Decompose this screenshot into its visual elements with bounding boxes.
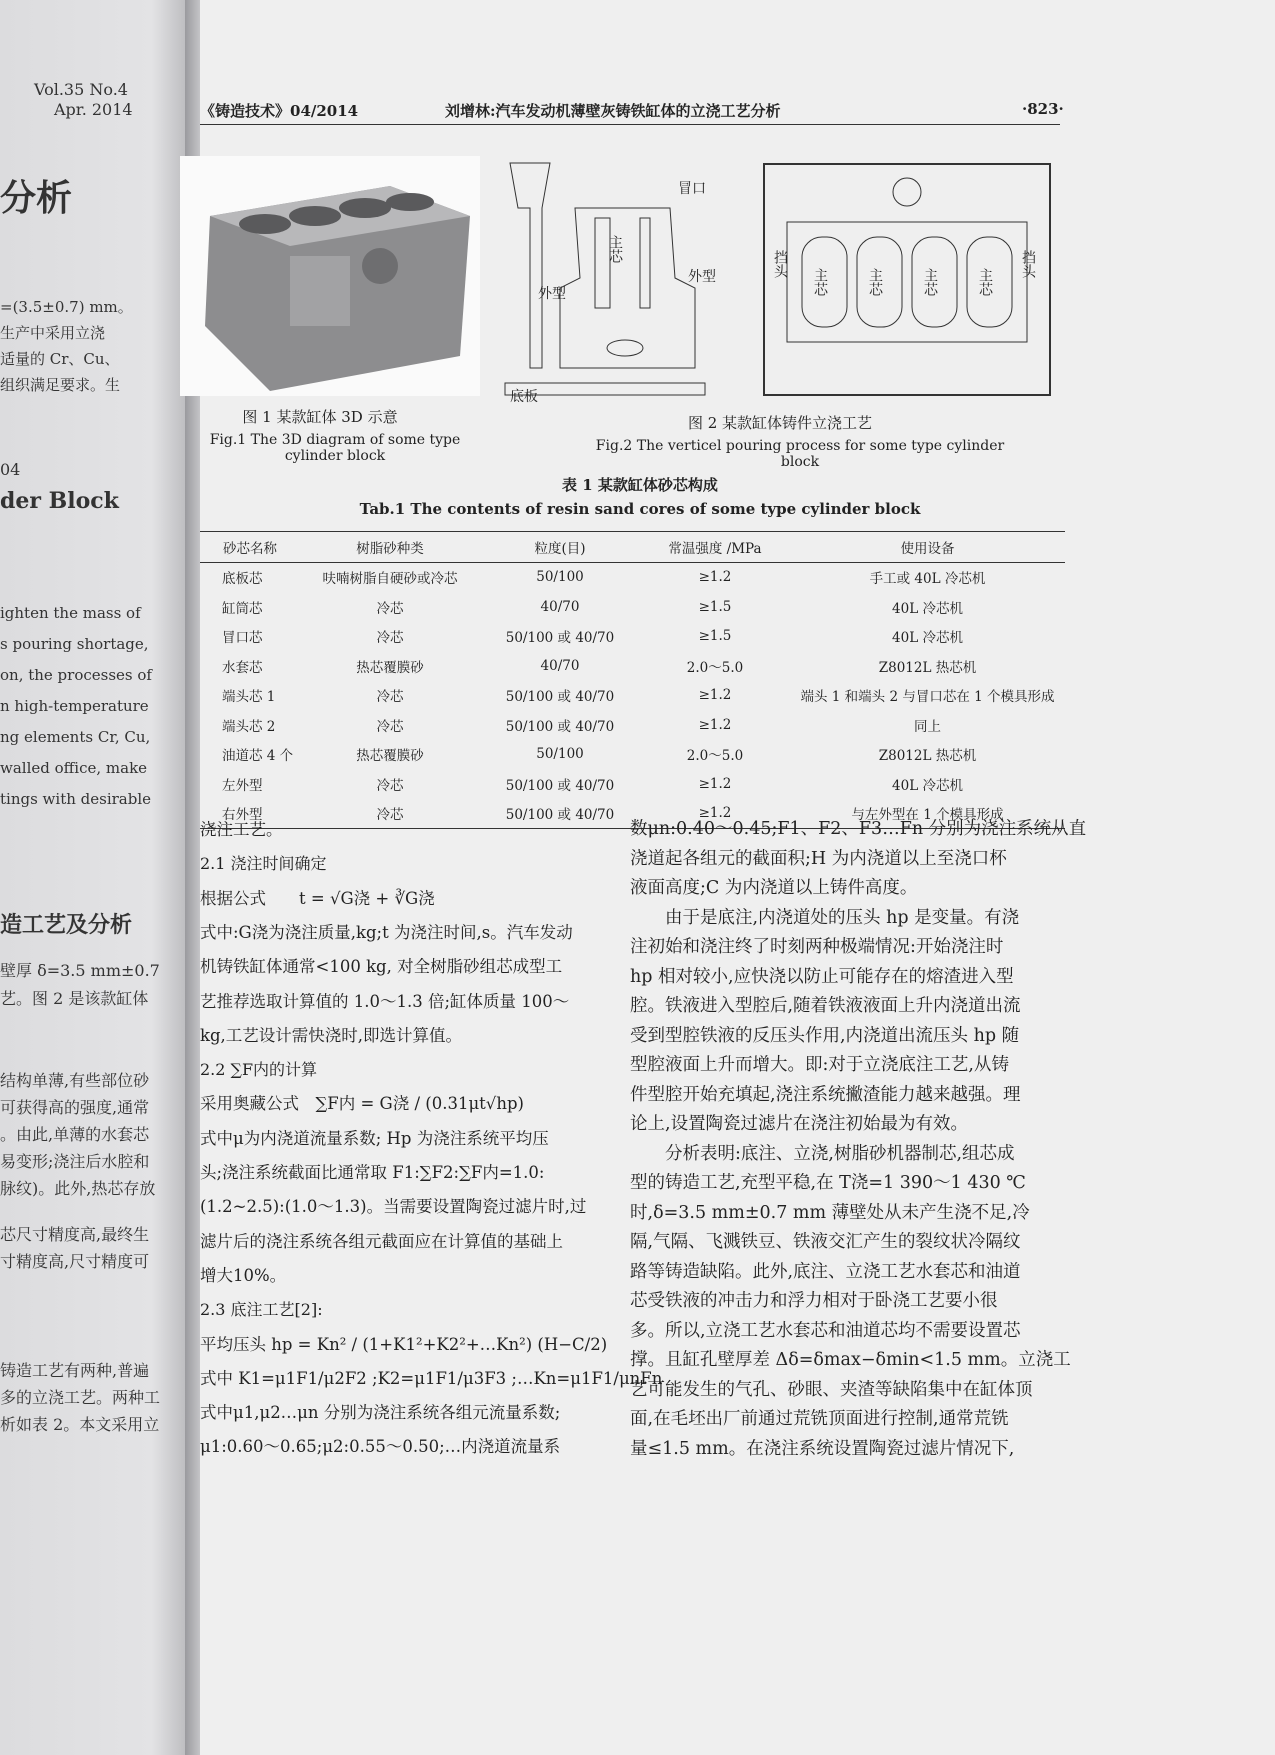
table-cell: 端头芯 1 <box>222 689 276 706</box>
facing-page-line: 壁厚 δ=3.5 mm±0.7 <box>0 961 160 980</box>
vertical-pouring-plan-view <box>762 162 1052 397</box>
table-cell: ≥1.2 <box>698 775 732 792</box>
facing-page-line: 芯尺寸精度高,最终生 <box>0 1225 150 1244</box>
table-cell: ≥1.2 <box>698 716 732 733</box>
body-text-right-line: 多。所以,立浇工艺水套芯和油道芯均不需要设置芯 <box>630 1320 1021 1341</box>
body-text-left-line: 滤片后的浇注系统各组元截面应在计算值的基础上 <box>200 1231 563 1251</box>
table-cell: ≥1.5 <box>698 628 732 645</box>
table-cell: 50/100 或 40/70 <box>505 777 615 794</box>
body-text-right-line: 撑。且缸孔壁厚差 Δδ=δmax−δmin<1.5 mm。立浇工 <box>630 1350 1071 1370</box>
facing-page-line: 脉纹)。此外,热芯存放 <box>0 1179 156 1198</box>
table-cell: 同上 <box>914 718 941 735</box>
body-text-right-line: 隔,气隔、飞溅铁豆、铁液交汇产生的裂纹状冷隔纹 <box>630 1232 1021 1252</box>
table-cell: 冷芯 <box>376 630 404 647</box>
body-text-right-line: 面,在毛坯出厂前通过荒铣顶面进行控制,通常荒铣 <box>630 1409 1009 1429</box>
body-text-left-line: kg,工艺设计需快浇时,即选计算值。 <box>200 1025 463 1045</box>
facing-page-line: 结构单薄,有些部位砂 <box>0 1071 150 1090</box>
body-text-right-line: 浇道起各组元的截面积;H 为内浇道以上至浇口杯 <box>630 848 1007 869</box>
body-text-right-line: 分析表明:底注、立浇,树脂砂机器制芯,组芯成 <box>630 1143 1015 1164</box>
column-header: 使用设备 <box>900 540 955 557</box>
table-cell: 50/100 或 40/70 <box>505 718 615 735</box>
label-core-2: 主芯 <box>867 268 883 296</box>
fig2-caption-en: Fig.2 The verticel pouring process for some type cylinder block <box>595 438 1005 470</box>
facing-page-line: n high-temperature <box>0 697 149 715</box>
body-text-left-line: 2.3 底注工艺[2]: <box>200 1300 323 1320</box>
body-text-right-line: 件型腔开始充填起,浇注系统撇渣能力越来越强。理 <box>630 1084 1021 1105</box>
body-text-right-line: 腔。铁液进入型腔后,随着铁液液面上升内浇道出流 <box>630 996 1021 1016</box>
table-row <box>200 651 1065 681</box>
table-cell: 冷芯 <box>376 807 404 824</box>
facing-page-line: ng elements Cr, Cu, <box>0 728 151 746</box>
table-cell: 50/100 <box>536 569 584 586</box>
table-cell: 2.0～5.0 <box>686 748 744 765</box>
label-riser: 冒口 <box>678 181 706 197</box>
label-outer-left: 外型 <box>538 286 566 302</box>
table-cell: 40/70 <box>540 657 580 674</box>
table-cell: ≥1.2 <box>698 805 732 822</box>
table-cell: 50/100 或 40/70 <box>505 630 615 647</box>
body-text-right-line: 时,δ=3.5 mm±0.7 mm 薄壁处从未产生浇不足,冷 <box>630 1202 1030 1223</box>
facing-page-line: 适量的 Cr、Cu、 <box>0 350 120 368</box>
body-text-left-line: 式中μ为内浇道流量系数; Hp 为浇注系统平均压 <box>200 1128 549 1148</box>
table-cell: 热芯覆膜砂 <box>356 748 424 765</box>
facing-page-line: s pouring shortage, <box>0 635 149 653</box>
table-cell: 呋喃树脂自硬砂或冷芯 <box>322 571 458 588</box>
body-text-left-line: 机铸铁缸体通常<100 kg, 对全树脂砂组芯成型工 <box>200 957 563 977</box>
facing-page-line: tings with desirable <box>0 790 152 808</box>
facing-page-line: 生产中采用立浇 <box>0 324 106 342</box>
table-row <box>200 592 1065 622</box>
body-text-right-line: 路等铸造缺陷。此外,底注、立浇工艺水套芯和油道 <box>630 1261 1021 1282</box>
table-cell: 40/70 <box>540 598 580 615</box>
column-header: 树脂砂种类 <box>356 540 424 557</box>
body-text-right-line: 论上,设置陶瓷过滤片在浇注初始最为有效。 <box>630 1114 969 1134</box>
facing-page-line: 铸造工艺有两种,普遍 <box>0 1361 150 1380</box>
fig1-caption-cn: 图 1 某款缸体 3D 示意 <box>242 408 398 426</box>
table-cell: 冷芯 <box>376 777 404 794</box>
facing-page-line: 析如表 2。本文采用立 <box>0 1415 160 1434</box>
facing-page-line: ighten the mass of <box>0 604 141 622</box>
resin-sand-core-table <box>200 531 1065 829</box>
body-text-right-line: 由于是底注,内浇道处的压头 hp 是变量。有浇 <box>630 907 1020 928</box>
facing-page-line: 可获得高的强度,通常 <box>0 1098 150 1117</box>
facing-page-line: 组织满足要求。生 <box>0 376 121 394</box>
facing-page-line: walled office, make <box>0 759 148 777</box>
table-cell: 端头 1 和端头 2 与冒口芯在 1 个模具形成 <box>800 689 1055 706</box>
body-text-right-line: 数μn:0.40～0.45;F1、F2、F3…Fn 分别为浇注系统从直 <box>630 819 1087 839</box>
facing-page-line: 寸精度高,尺寸精度可 <box>0 1252 150 1271</box>
table-cell: 50/100 <box>536 746 584 763</box>
body-text-right-line: 芯受铁液的冲击力和浮力相对于卧浇工艺要小很 <box>630 1291 998 1311</box>
body-text-left-line: 采用奥藏公式 ∑F内 = G浇 / (0.31μt√hp) <box>200 1094 524 1114</box>
title-fragment: 分析 <box>0 177 73 219</box>
table-cell: 2.0～5.0 <box>686 659 744 676</box>
body-text-right-line: 型的铸造工艺,充型平稳,在 T浇=1 390～1 430 ℃ <box>630 1173 1026 1193</box>
label-core-4: 主芯 <box>977 268 993 296</box>
facing-page-line: on, the processes of <box>0 666 152 684</box>
header-rule <box>200 124 1060 125</box>
body-text-right-line: 受到型腔铁液的反压头作用,内浇道出流压头 hp 随 <box>630 1025 1020 1046</box>
issue-date: Apr. 2014 <box>54 100 133 119</box>
table-cell: 冷芯 <box>376 600 404 617</box>
page-number: ·823· <box>1022 100 1064 118</box>
body-text-left-line: 式中 K1=μ1F1/μ2F2 ;K2=μ1F1/μ3F3 ;…Kn=μ1F1/μnFn <box>200 1368 663 1388</box>
label-end-head-right: 挡头 <box>1020 250 1036 278</box>
table-cell: 与左外型在 1 个模具形成 <box>851 807 1004 824</box>
table-cell: 端头芯 2 <box>222 718 276 735</box>
table-cell: ≥1.2 <box>698 569 732 586</box>
section-heading: 造工艺及分析 <box>0 912 133 938</box>
cylinder-block-3d-image <box>180 156 480 396</box>
body-text-left-line: 艺推荐选取计算值的 1.0～1.3 倍;缸体质量 100～ <box>200 991 570 1011</box>
body-text-left-line: 2.1 浇注时间确定 <box>200 854 327 874</box>
facing-page-line: 多的立浇工艺。两种工 <box>0 1388 161 1407</box>
column-header: 常温强度 /MPa <box>668 540 762 557</box>
column-header: 砂芯名称 <box>223 540 277 557</box>
table-cell: 热芯覆膜砂 <box>356 659 424 676</box>
table-cell: 40L 冷芯机 <box>892 630 963 647</box>
table-cell: 底板芯 <box>222 571 263 588</box>
table-cell: 缸筒芯 <box>222 600 263 617</box>
body-text-left-line: 增大10%。 <box>200 1265 287 1285</box>
journal-header: 《铸造技术》04/2014 <box>200 102 359 120</box>
table-cell: Z8012L 热芯机 <box>878 659 977 676</box>
label-end-head-left: 挡头 <box>772 250 788 278</box>
body-text-left-line: 2.2 ∑F内的计算 <box>200 1060 318 1080</box>
facing-page-line: 。由此,单薄的水套芯 <box>0 1125 150 1144</box>
body-text-right-line: 量≤1.5 mm。在浇注系统设置陶瓷过滤片情况下, <box>630 1438 1015 1459</box>
paper-page <box>200 0 1275 1755</box>
body-text-right-line: 型腔液面上升而增大。即:对于立浇底注工艺,从铸 <box>630 1055 1009 1075</box>
number: 04 <box>0 460 21 479</box>
body-text-right-line: 液面高度;C 为内浇道以上铸件高度。 <box>630 878 918 898</box>
table-cell: 油道芯 4 个 <box>222 748 294 765</box>
body-text-left-line: 根据公式 t = √G浇 + ∛G浇 <box>200 888 435 908</box>
body-text-left-line: μ1:0.60～0.65;μ2:0.55～0.50;…内浇道流量系 <box>200 1437 561 1457</box>
table-cell: ≥1.5 <box>698 598 732 615</box>
body-text-left-line: 式中μ1,μ2…μn 分别为浇注系统各组元流量系数; <box>200 1403 561 1423</box>
table-cell: 右外型 <box>222 807 263 824</box>
table-cell: 50/100 或 40/70 <box>505 689 615 706</box>
column-header: 粒度(目) <box>534 540 586 557</box>
facing-page-line: =(3.5±0.7) mm。 <box>0 298 133 316</box>
body-text-left-line: 平均压头 hp = Kn² / (1+K1²+K2²+…Kn²) (H−C/2) <box>200 1334 608 1354</box>
title-en-fragment: der Block <box>0 488 119 514</box>
table-row <box>200 562 1065 592</box>
label-bottom-plate: 底板 <box>510 389 538 405</box>
table-cell: 40L 冷芯机 <box>892 777 963 794</box>
table-cell: 冷芯 <box>376 718 404 735</box>
facing-page-line: 易变形;浇注后水腔和 <box>0 1152 150 1171</box>
table-cell: 水套芯 <box>222 659 263 676</box>
body-text-left-line: (1.2~2.5):(1.0～1.3)。当需要设置陶瓷过滤片时,过 <box>200 1197 587 1217</box>
facing-page <box>0 0 190 1755</box>
table-cell: 冒口芯 <box>222 630 263 647</box>
table-row <box>200 710 1065 740</box>
body-text-right-line: 艺可能发生的气孔、砂眼、夹渣等缺陷集中在缸体顶 <box>630 1379 1033 1400</box>
table1-title-en: Tab.1 The contents of resin sand cores of some type cylinder block <box>359 500 921 518</box>
body-text-left-line: 浇注工艺。 <box>200 820 283 839</box>
volume: Vol.35 No.4 <box>34 80 128 99</box>
table-row <box>200 681 1065 711</box>
fig1-caption-en: Fig.1 The 3D diagram of some type cylinder block <box>209 432 461 464</box>
table-cell: Z8012L 热芯机 <box>878 748 977 765</box>
facing-page-line: 艺。图 2 是该款缸体 <box>0 989 149 1008</box>
table-cell: 40L 冷芯机 <box>892 600 963 617</box>
table-cell: 左外型 <box>222 777 263 794</box>
table1-title-cn: 表 1 某款缸体砂芯构成 <box>562 476 718 494</box>
table-cell: ≥1.2 <box>698 687 732 704</box>
table-row <box>200 769 1065 799</box>
label-core-3: 主芯 <box>922 268 938 296</box>
table-cell: 冷芯 <box>376 689 404 706</box>
body-text-right-line: 注初始和浇注终了时刻两种极端情况:开始浇注时 <box>630 937 1004 957</box>
table-cell: 50/100 或 40/70 <box>505 807 615 824</box>
table-row <box>200 740 1065 770</box>
fig2-caption-cn: 图 2 某款缸体铸件立浇工艺 <box>687 414 873 432</box>
table-cell: 手工或 40L 冷芯机 <box>869 571 986 588</box>
label-outer-right: 外型 <box>688 269 716 285</box>
running-title: 刘增林:汽车发动机薄壁灰铸铁缸体的立浇工艺分析 <box>445 102 781 120</box>
label-main-core: 主芯 <box>607 235 623 263</box>
body-text-right-line: hp 相对较小,应快浇以防止可能存在的熔渣进入型 <box>630 966 1014 987</box>
body-text-left-line: 头;浇注系统截面比通常取 F1:∑F2:∑F内=1.0: <box>200 1163 545 1182</box>
body-text-left-line: 式中:G浇为浇注质量,kg;t 为浇注时间,s。汽车发动 <box>200 922 573 942</box>
label-core-1: 主芯 <box>812 268 828 296</box>
table-row <box>200 622 1065 652</box>
